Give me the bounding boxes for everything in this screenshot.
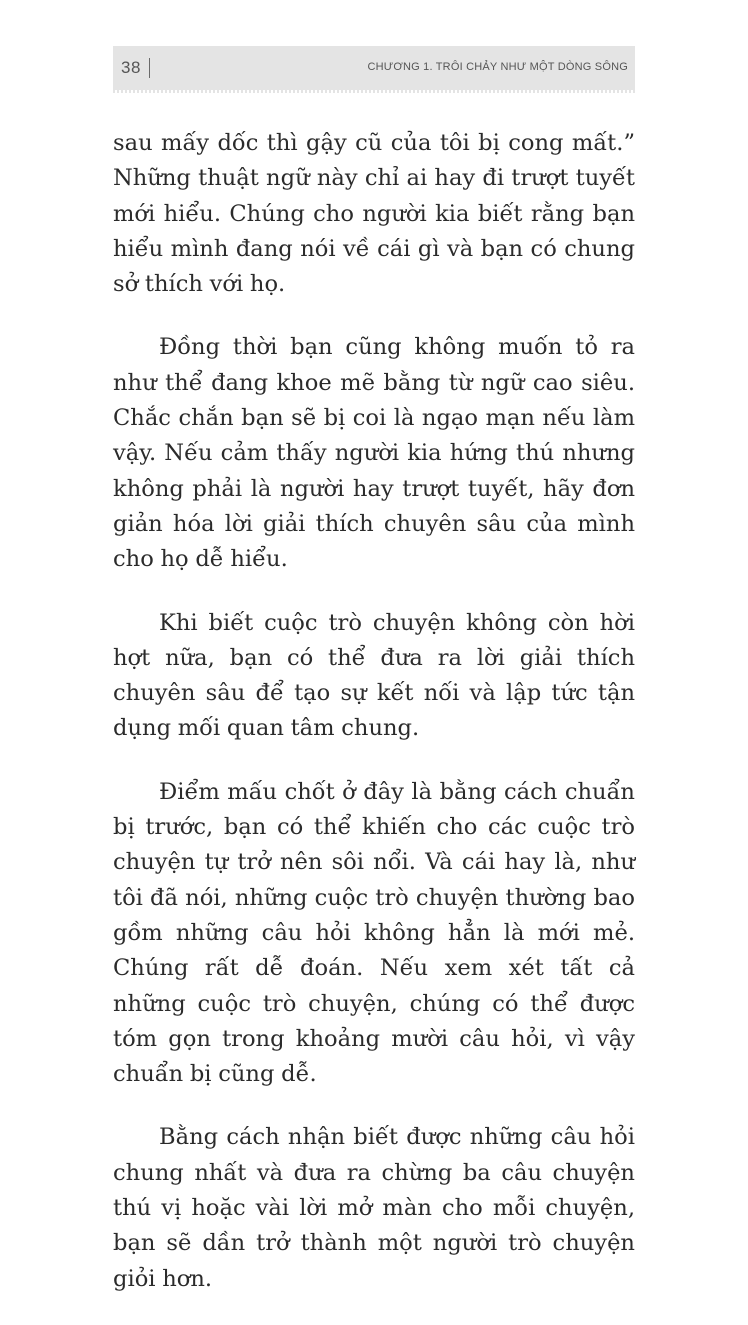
running-header xyxy=(113,46,635,90)
page-body xyxy=(113,126,635,1325)
paragraph: Điểm mấu chốt ở đây là bằng cách chuẩn bị trước, bạn có thể khiến cho các cuộc trò chuyện tự trở nên sôi nổi. Và cái hay là, như tôi đã nói, những cuộc trò chuyện thường bao gồm những câu hỏi không hẳn là mới mẻ. Chúng rất dễ đoán. Nếu xem xét tất cả những cuộc trò chuyện, chúng có thể được tóm gọn trong khoảng mười câu hỏi, vì vậy chuẩn bị cũng dễ. xyxy=(113,778,635,1088)
paragraph: Khi biết cuộc trò chuyện không còn hời hợt nữa, bạn có thể đưa ra lời giải thích chuyên sâu để tạo sự kết nối và lập tức tận dụng mối quan tâm chung. xyxy=(113,609,635,742)
paragraph: Đồng thời bạn cũng không muốn tỏ ra như thể đang khoe mẽ bằng từ ngữ cao siêu. Chắc chắn bạn sẽ bị coi là ngạo mạn nếu làm vậy. Nếu cảm thấy người kia hứng thú nhưng không phải là người hay trượt tuyết, hãy đơn giản hóa lời giải thích chuyên sâu của mình cho họ dễ hiểu. xyxy=(113,334,635,573)
header-divider xyxy=(149,58,150,78)
chapter-title: CHƯƠNG 1. TRÔI CHẢY NHƯ MỘT DÒNG SÔNG xyxy=(367,61,628,73)
paragraph: Bằng cách nhận biết được những câu hỏi chung nhất và đưa ra chừng ba câu chuyện thú vị hoặc vài lời mở màn cho mỗi chuyện, bạn sẽ dần trở thành một người trò chuyện giỏi hơn. xyxy=(113,1124,635,1292)
page-number: 38 xyxy=(121,58,141,77)
paragraph-continued: sau mấy dốc thì gậy cũ của tôi bị cong mất.” Những thuật ngữ này chỉ ai hay đi trượt tuyết mới hiểu. Chúng cho người kia biết rằng bạn hiểu mình đang nói về cái gì và bạn có chung sở thích với họ. xyxy=(113,130,635,298)
